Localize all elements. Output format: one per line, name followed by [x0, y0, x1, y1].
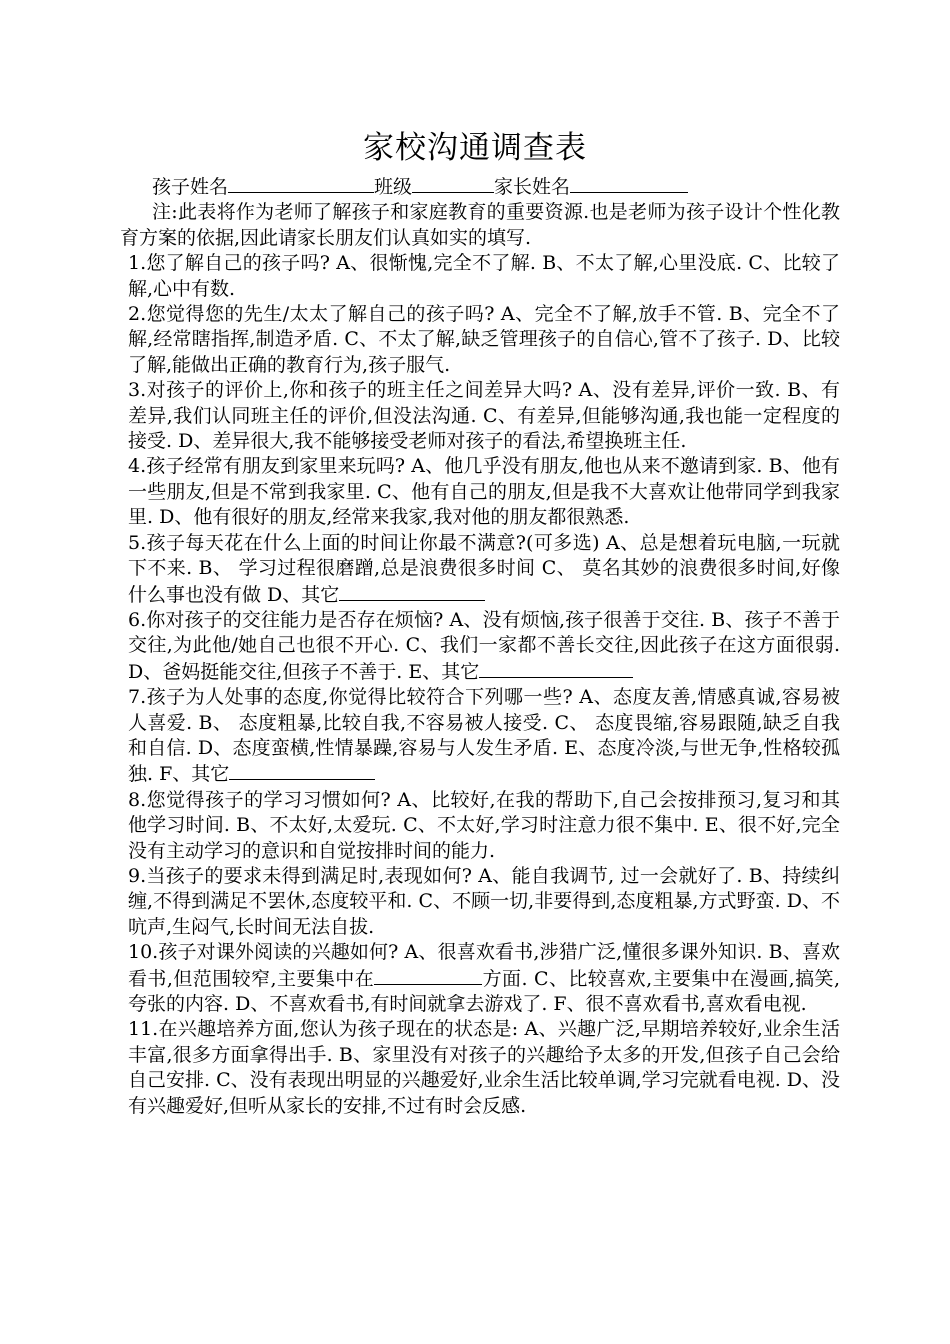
- question-6-other-blank-wrap[interactable]: [603, 659, 633, 678]
- child-name-label: 孩子姓名: [152, 176, 229, 198]
- question-2: 2.您觉得您的先生/太太了解自己的孩子吗? A、完全不了解,放手不管. B、完全不了解,经常瞎指挥,制造矛盾. C、不太了解,缺乏管理孩子的自信心,管不了孩子. D、比较了解,能做出正确的教育行为,孩子服气.: [128, 303, 840, 376]
- question-6: [120, 608, 840, 685]
- question-1: 1.您了解自己的孩子吗? A、很惭愧,完全不了解. B、不太了解,心里没底. C、比较了解,心中有数.: [128, 252, 840, 300]
- survey-note: 注:此表将作为老师了解孩子和家庭教育的重要资源.也是老师为孩子设计个性化教育方案的依据,因此请家长朋友们认真如实的填写.: [120, 201, 840, 249]
- question-10-text-part2: 方面. C、比较喜欢,主要集中在漫画,搞笑,夸张的内容. D、不喜欢看书,有时间就拿去游戏了. F、很不喜欢看书,喜欢看电视.: [128, 967, 840, 1015]
- question-10: [120, 940, 840, 1017]
- class-blank[interactable]: [412, 174, 494, 193]
- question-3: 3.对孩子的评价上,你和孩子的班主任之间差异大吗? A、没有差异,评价一致. B、有差异,我们认同班主任的评价,但没法沟通. C、有差异,但能够沟通,我也能一定程度的接受. D、差异很大,我不能够接受老师对孩子的看法,希望换班主任.: [128, 379, 840, 453]
- question-7-other-blank[interactable]: [229, 761, 375, 780]
- info-fields-line: [120, 174, 840, 200]
- document-title: 家校沟通调查表: [363, 130, 587, 166]
- question-11: 11.在兴趣培养方面,您认为孩子现在的状态是: A、兴趣广泛,早期培养较好,业余生活丰富,很多方面拿得出手. B、家里没有对孩子的兴趣给予太多的开发,但孩子自己会给自己安排. C、没有表现出明显的兴趣爱好,业余生活比较单调,学习完就看电视. D、没有兴趣爱好,但听从家长的安排,不过有时会反感.: [128, 1018, 841, 1117]
- document-body: [120, 174, 840, 1119]
- question-9: 9.当孩子的要求未得到满足时,表现如何? A、能自我调节, 过一会就好了. B、持续纠缠,不得到满足不罢休,态度较平和. C、不顾一切,非要得到,态度粗暴,方式野蛮. D、不吭声,生闷气,长时间无法自拔.: [128, 864, 840, 938]
- question-6-text: 6.你对孩子的交往能力是否存在烦恼? A、没有烦恼,孩子很善于交往. B、孩子不善于交往,为此他/她自己也很不开心. C、我们一家都不善长交往,因此孩子在这方面很弱. D、爸妈挺能交往,但孩子不善于. E、其它: [128, 608, 840, 683]
- child-name-blank[interactable]: [228, 174, 374, 193]
- question-5: [120, 531, 840, 608]
- question-5-other-blank[interactable]: [339, 582, 485, 601]
- question-10-text-part1: 10.孩子对课外阅读的兴趣如何? A、很喜欢看书,涉猎广泛,懂很多课外知识. B、喜欢看书,但范围较窄,主要集中在: [128, 941, 840, 990]
- question-4: 4.孩子经常有朋友到家里来玩吗? A、他几乎没有朋友,他也从来不邀请到家. B、他有一些朋友,但是不常到我家里. C、他有自己的朋友,但是我不大喜欢让他带同学到我家里. D、他有很好的朋友,经常来我家,我对他的朋友都很熟悉.: [128, 455, 840, 529]
- question-7: [120, 685, 840, 788]
- parent-name-blank[interactable]: [570, 174, 688, 193]
- question-10-reading-blank[interactable]: [374, 966, 482, 985]
- class-label: 班级: [374, 176, 413, 198]
- question-6-other-blank[interactable]: [479, 659, 603, 678]
- question-8: 8.您觉得孩子的学习习惯如何? A、比较好,在我的帮助下,自己会按排预习,复习和其他学习时间. B、不太好,太爱玩. C、不太好,学习时注意力很不集中. E、很不好,完全没有主动学习的意识和自觉按排时间的能力.: [128, 788, 840, 862]
- question-5-text: 5.孩子每天花在什么上面的时间让你最不满意?(可多选) A、总是想着玩电脑,一玩就下不来. B、 学习过程很磨蹭,总是浪费很多时间 C、 莫名其妙的浪费很多时间,好像什么事也没有做 D、其它: [128, 531, 840, 606]
- question-7-text: 7.孩子为人处事的态度,你觉得比较符合下列哪一些? A、态度友善,情感真诚,容易被人喜爱. B、 态度粗暴,比较自我,不容易被人接受. C、 态度畏缩,容易跟随,缺乏自我和自信. D、态度蛮横,性情暴躁,容易与人发生矛盾. E、态度冷淡,与世无争,性格较孤独. F、其它: [128, 686, 840, 786]
- parent-name-label: 家长姓名: [494, 176, 571, 198]
